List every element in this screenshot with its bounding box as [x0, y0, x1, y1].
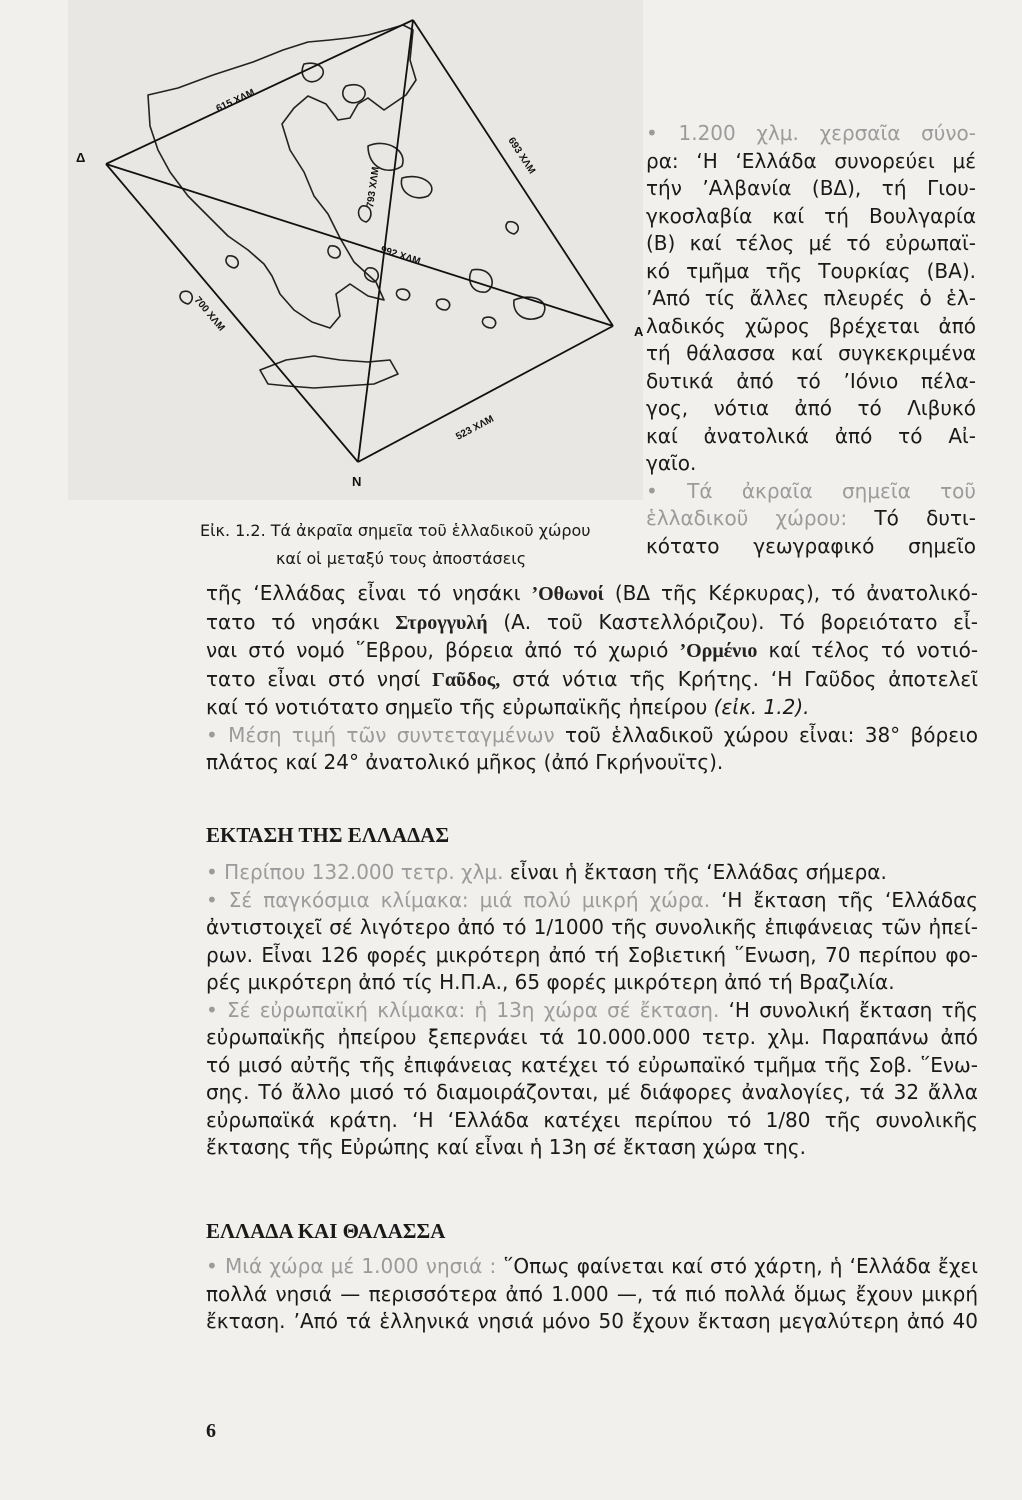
right-column	[646, 120, 976, 560]
label-east: Α	[634, 324, 643, 339]
label-extreme-points-2: ἑλλαδικοῦ χώρου:	[646, 506, 848, 530]
rc-line: ἑλλαδικοῦ χώρου: Τό δυτι-	[646, 506, 976, 530]
label-992: 992 ΧΛΜ	[379, 244, 422, 268]
bullet-mean-coordinates: • Μέση τιμή τῶν συντεταγμένων τοῦ ἑλλαδικοῦ χώρου εἶναι: 38° βόρειο	[206, 722, 979, 747]
place-ormenio: ’Ορμένιο	[679, 640, 758, 662]
label-523: 523 ΧΛΜ	[454, 413, 496, 443]
rc-line: (Β) καί τέλος μέ τό εὐρωπαϊ-	[646, 231, 976, 255]
section-heading-area: ΕΚΤΑΣΗ ΤΗΣ ΕΛΛΑΔΑΣ	[206, 823, 450, 847]
section-area-body: • Περίπου 132.000 τετρ. χλμ. εἶναι ἡ ἔκταση τῆς ‘Ελλάδας σήμερα. • Σέ παγκόσμια κλίμακα: μιά πολύ μικρή χώρα. ‘Η ἔκταση τῆς ‘Ελλάδας ἀντιστοιχεῖ σέ λιγότερο ἀπό τό 1/1000 τῆς συνολικῆς ἐπιφάνειας τῶν ἠπεί- ρων. Εἶναι 126 φορές μικρότερη ἀπό τή Σοβιετική ῞Ενωση, 70 περίπου φο- ρές μικρότερη ἀπό τίς Η.Π.Α., 65 φορές μικρότερη ἀπό τή Βραζιλία. • Σέ εὐρωπαϊκή κλίμακα: ἡ 13η χώρα σέ ἔκταση. ‘Η συνολική ἔκταση τῆς εὐρωπαϊκῆς ἠπείρου ξεπερνάει τά 10.000.000 τετρ. χλμ. Παραπάνω ἀπό τό μισό αὐτῆς τῆς ἐπιφάνειας κατέχει τό εὐρωπαϊκό τμῆμα τῆς Σοβ. ῞Ενω- σης. Τό ἄλλο μισό τό διαμοιράζονται, μέ διάφορες ἀναλογίες, τά 32 ἄλλα εὐρωπαϊκά κράτη. ‘Η ‘Ελλάδα κατέχει περίπου τό 1/80 τῆς συνολικῆς ἔκτασης τῆς Εὐρώπης καί εἶναι ἡ 13η σέ ἔκταση χώρα της.	[206, 860, 979, 1159]
rc-line: λαδικός χῶρος βρέχεται ἀπό	[646, 313, 976, 338]
rc-line: κό τμῆμα τῆς Τουρκίας (ΒΑ).	[646, 258, 976, 283]
greece-extreme-points-map	[68, 0, 643, 500]
label-mean-coordinates: Μέση τιμή τῶν συντεταγμένων	[228, 722, 555, 747]
rc-line: γος, νότια ἀπό τό Λιβυκό	[646, 396, 976, 420]
figure-caption-line2: καί οἱ μεταξύ τους ἀποστάσεις	[276, 549, 527, 568]
label-area: Περίπου 132.000 τετρ. χλμ.	[224, 860, 504, 884]
figure-reference: (εἰκ. 1.2).	[713, 695, 810, 719]
place-othonoi: ’Οθωνοί	[531, 583, 604, 605]
bullet-area: • Περίπου 132.000 τετρ. χλμ. εἶναι ἡ ἔκταση τῆς ‘Ελλάδας σήμερα.	[206, 860, 887, 884]
bullet-islands: • Μιά χώρα μέ 1.000 νησιά : ῞Οπως φαίνεται καί στό χάρτη, ἡ ‘Ελλάδα ἔχει	[206, 1254, 978, 1278]
rc-line: γκοσλαβία καί τή Βουλγαρία	[646, 203, 976, 228]
label-europe-scale: Σέ εὐρωπαϊκή κλίμακα: ἡ 13η χώρα σέ ἔκταση.	[227, 997, 720, 1022]
rc-line: τή θάλασσα καί συγκεκριμένα	[646, 341, 976, 365]
rc-line: ρα: ‘Η ‘Ελλάδα συνορεύει μέ	[646, 148, 976, 173]
rc-line: κότατο γεωγραφικό σημεῖο	[646, 533, 976, 558]
figure-caption-line1: Εἰκ. 1.2. Τά ἀκραῖα σημεῖα τοῦ ἑλλαδικοῦ χώρου	[200, 521, 591, 540]
section-sea-body: • Μιά χώρα μέ 1.000 νησιά : ῞Οπως φαίνεται καί στό χάρτη, ἡ ‘Ελλάδα ἔχει πολλά νησιά — περισσότερα ἀπό 1.000 —, τά πιό πολλά ὅμως ἔχουν μικρή ἔκταση. ’Από τά ἑλληνικά νησιά μόνο 50 ἔχουν ἔκταση μεγαλύτερη ἀπό 40	[206, 1254, 978, 1333]
place-strongyli: Στρογγυλή	[395, 611, 488, 634]
bullet-land-borders: • 1.200 χλμ. χερσαῖα σύνο-	[646, 121, 976, 145]
label-south: Ν	[352, 474, 362, 489]
rc-line: καί ἀνατολικά ἀπό τό Αἰ-	[646, 423, 976, 448]
extreme-points-paragraph: τῆς ‘Ελλάδας εἶναι τό νησάκι ’Οθωνοί (ΒΔ τῆς Κέρκυρας), τό ἀνατολικό- τατο τό νησάκι Στρογγυλή (Α. τοῦ Καστελλόριζου). Τό βορειότατο εἶ- ναι στό νομό ῞Εβρου, βόρεια ἀπό τό χωριό ’Ορμένιο καί τέλος τό νοτιό- τατο εἶναι στό νησί Γαῦδος, στά νότια τῆς Κρήτης. ‘Η Γαῦδος ἀποτελεῖ καί τό νοτιότατο σημεῖο τῆς εὐρωπαϊκῆς ἠπείρου (εἰκ. 1.2). • Μέση τιμή τῶν συντεταγμένων τοῦ ἑλλαδικοῦ χώρου εἶναι: 38° βόρειο πλάτος καί 24° ἀνατολικό μῆκος (ἀπό Γκρήνουϊτς).	[206, 581, 979, 774]
label-west: Δ	[76, 150, 86, 165]
label-693: 693 ΧΛΜ	[505, 135, 538, 177]
bullet-europe-scale: • Σέ εὐρωπαϊκή κλίμακα: ἡ 13η χώρα σέ ἔκταση. ‘Η συνολική ἔκταση τῆς	[206, 997, 978, 1022]
label-615: 615 ΧΛΜ	[214, 87, 257, 115]
rc-line: τήν ’Αλβανία (ΒΔ), τή Γιου-	[646, 176, 976, 200]
rc-line: γαῖο.	[646, 451, 697, 475]
label-793: 793 ΧΛΜ	[365, 166, 382, 209]
label-world-scale: Σέ παγκόσμια κλίμακα: μιά πολύ μικρή χώρα.	[228, 887, 711, 912]
bullet-world-scale: • Σέ παγκόσμια κλίμακα: μιά πολύ μικρή χώρα. ‘Η ἔκταση τῆς ‘Ελλάδας	[206, 887, 979, 912]
place-gavdos: Γαῦδος,	[432, 668, 501, 691]
label-700: 700 ΧΛΜ	[191, 294, 227, 334]
label-extreme-points: Τά ἀκραῖα σημεῖα τοῦ	[687, 478, 976, 503]
page-number: 6	[206, 1420, 216, 1442]
rc-line: δυτικά ἀπό τό ’Ιόνιο πέλα-	[646, 368, 976, 393]
label-islands: Μιά χώρα μέ 1.000 νησιά :	[224, 1254, 497, 1278]
rc-line: ’Από τίς ἄλλες πλευρές ὁ ἑλ-	[646, 286, 976, 310]
section-heading-sea: ΕΛΛΑΔΑ ΚΑΙ ΘΑΛΑΣΣΑ	[206, 1219, 446, 1243]
label-land-borders: 1.200 χλμ. χερσαῖα σύνο-	[678, 121, 976, 145]
bullet-extreme-points: • Τά ἀκραῖα σημεῖα τοῦ	[646, 478, 976, 503]
